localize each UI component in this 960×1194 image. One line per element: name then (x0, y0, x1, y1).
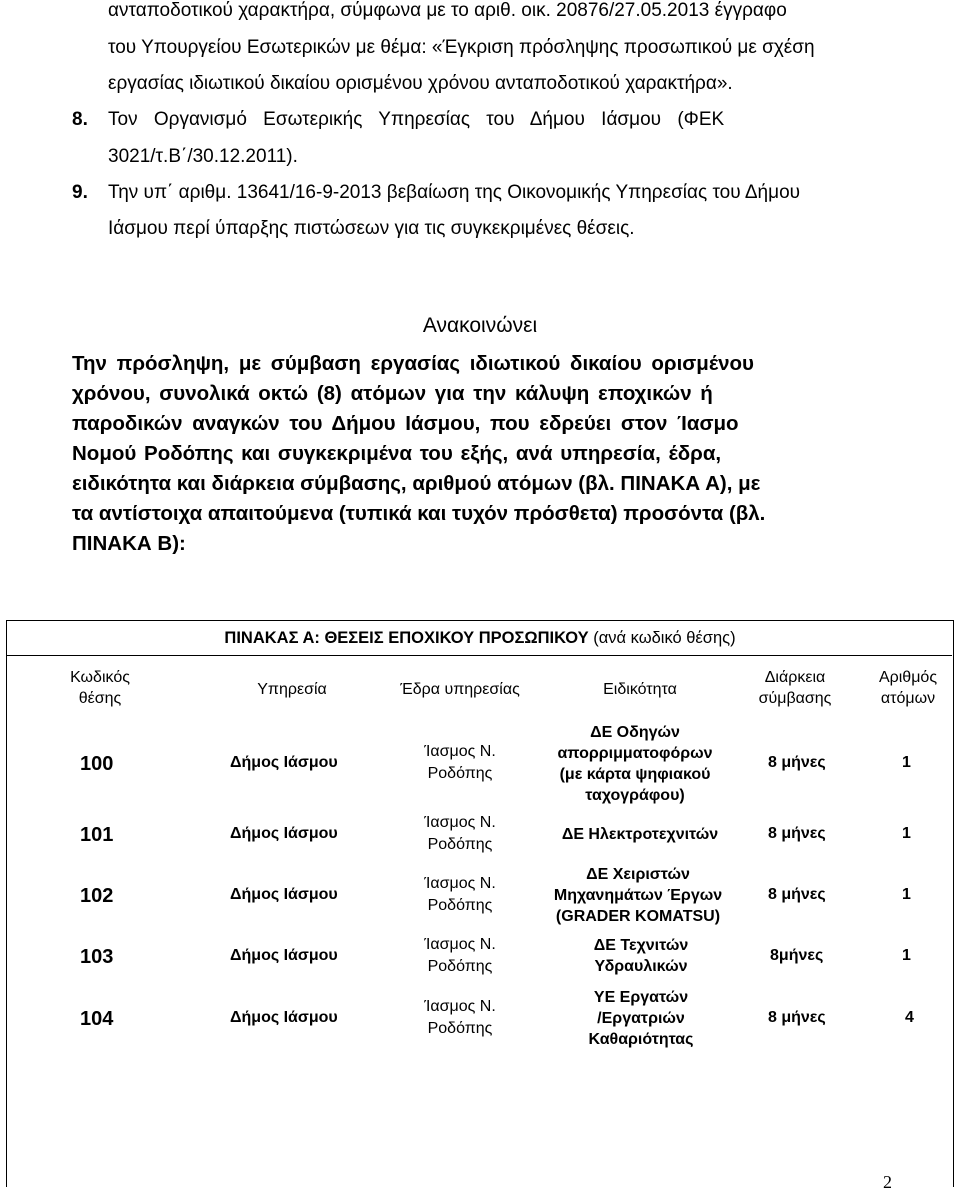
row-seat: Ίασμος Ν. Ροδόπης (424, 814, 496, 853)
row-service: Δήμος Ιάσμου (230, 1009, 338, 1026)
header-seat: Έδρα υπηρεσίας (400, 681, 520, 698)
row-count: 1 (902, 886, 911, 903)
row-specialty: ΔΕ Χειριστών Μηχανημάτων Έργων (GRADER KOMATSU) (553, 866, 723, 925)
header-count: Αριθμός ατόμων (878, 669, 938, 707)
header-specialty: Ειδικότητα (603, 681, 677, 698)
announcement-line-2: χρόνου, συνολικά οκτώ (8) ατόμων για την κάλυψη εποχικών ή (72, 382, 713, 405)
row-specialty: ΔΕ Ηλεκτροτεχνιτών (561, 826, 719, 843)
row-specialty: ΔΕ Τεχνιτών Υδραυλικών (593, 937, 689, 975)
row-duration: 8 μήνες (768, 886, 826, 903)
table-caption-title: ΠΙΝΑΚΑΣ Α: ΘΕΣΕΙΣ ΕΠΟΧΙΚΟΥ ΠΡΟΣΩΠΙΚΟΥ (224, 629, 589, 647)
table-caption-divider (6, 655, 952, 656)
announcement-line-6: τα αντίστοιχα απαιτούμενα (τυπικά και τυχόν πρόσθετα) προσόντα (βλ. (72, 502, 766, 525)
row-seat: Ίασμος Ν. Ροδόπης (424, 875, 496, 914)
row-code: 101 (80, 824, 114, 846)
row-service: Δήμος Ιάσμου (230, 886, 338, 903)
row-service: Δήμος Ιάσμου (230, 754, 338, 771)
item-9-line-2: Ιάσμου περί ύπαρξης πιστώσεων για τις συγκεκριμένες θέσεις. (108, 218, 635, 239)
table-caption (0, 629, 960, 648)
row-seat: Ίασμος Ν. Ροδόπης (424, 998, 496, 1037)
row-duration: 8 μήνες (768, 825, 826, 842)
intro-line-1: ανταποδοτικού χαρακτήρα, σύμφωνα με το αριθ. οικ. 20876/27.05.2013 έγγραφο (108, 0, 787, 21)
row-code: 103 (80, 946, 114, 968)
item-9-line-1: Την υπ΄ αριθμ. 13641/16-9-2013 βεβαίωση της Οικονομικής Υπηρεσίας του Δήμου (108, 182, 801, 203)
row-service: Δήμος Ιάσμου (230, 947, 338, 964)
announcement-line-5: ειδικότητα και διάρκεια σύμβασης, αριθμού ατόμων (βλ. ΠΙΝΑΚΑ Α), με (72, 472, 761, 495)
announcement-heading: Ανακοινώνει (422, 314, 538, 337)
row-count: 4 (905, 1009, 914, 1026)
announcement-line-3: παροδικών αναγκών του Δήμου Ιάσμου, που εδρεύει στον Ίασμο (72, 412, 739, 435)
row-specialty: ΔΕ Οδηγών απορριμματοφόρων (με κάρτα ψηφιακού ταχογράφου) (557, 724, 713, 804)
announcement-line-4: Νομού Ροδόπης και συγκεκριμένα του εξής, ανά υπηρεσία, έδρα, (72, 442, 722, 465)
item-8-line-1: Τον Οργανισμό Εσωτερικής Υπηρεσίας του Δήμου Ιάσμου (ΦΕΚ (108, 109, 725, 130)
row-seat: Ίασμος Ν. Ροδόπης (424, 936, 496, 975)
item-9-number: 9. (72, 182, 88, 203)
row-specialty: ΥΕ Εργατών /Εργατριών Καθαριότητας (588, 989, 694, 1048)
item-8-line-2: 3021/τ.Β΄/30.12.2011). (108, 146, 298, 167)
row-code: 100 (80, 753, 114, 775)
item-8-number: 8. (72, 109, 88, 130)
header-service: Υπηρεσία (257, 681, 327, 698)
row-code: 102 (80, 885, 114, 907)
row-duration: 8 μήνες (768, 1009, 826, 1026)
row-duration: 8μήνες (770, 947, 824, 964)
row-duration: 8 μήνες (768, 754, 826, 771)
table-caption-note: (ανά κωδικό θέσης) (593, 629, 736, 647)
row-count: 1 (902, 825, 911, 842)
row-count: 1 (902, 947, 911, 964)
page-number: 2 (883, 1172, 892, 1192)
intro-line-3: εργασίας ιδιωτικού δικαίου ορισμένου χρόνου ανταποδοτικού χαρακτήρα». (108, 73, 733, 94)
row-service: Δήμος Ιάσμου (230, 825, 338, 842)
row-code: 104 (80, 1008, 114, 1030)
announcement-line-1: Την πρόσληψη, με σύμβαση εργασίας ιδιωτικού δικαίου ορισμένου (72, 352, 754, 375)
intro-line-2: του Υπουργείου Εσωτερικών με θέμα: «Έγκριση πρόσληψης προσωπικού με σχέση (108, 37, 815, 58)
header-code: Κωδικός θέσης (70, 669, 130, 707)
row-seat: Ίασμος Ν. Ροδόπης (424, 743, 496, 782)
row-count: 1 (902, 754, 911, 771)
header-duration: Διάρκεια σύμβασης (758, 669, 832, 707)
announcement-line-7: ΠΙΝΑΚΑ Β): (72, 532, 186, 555)
